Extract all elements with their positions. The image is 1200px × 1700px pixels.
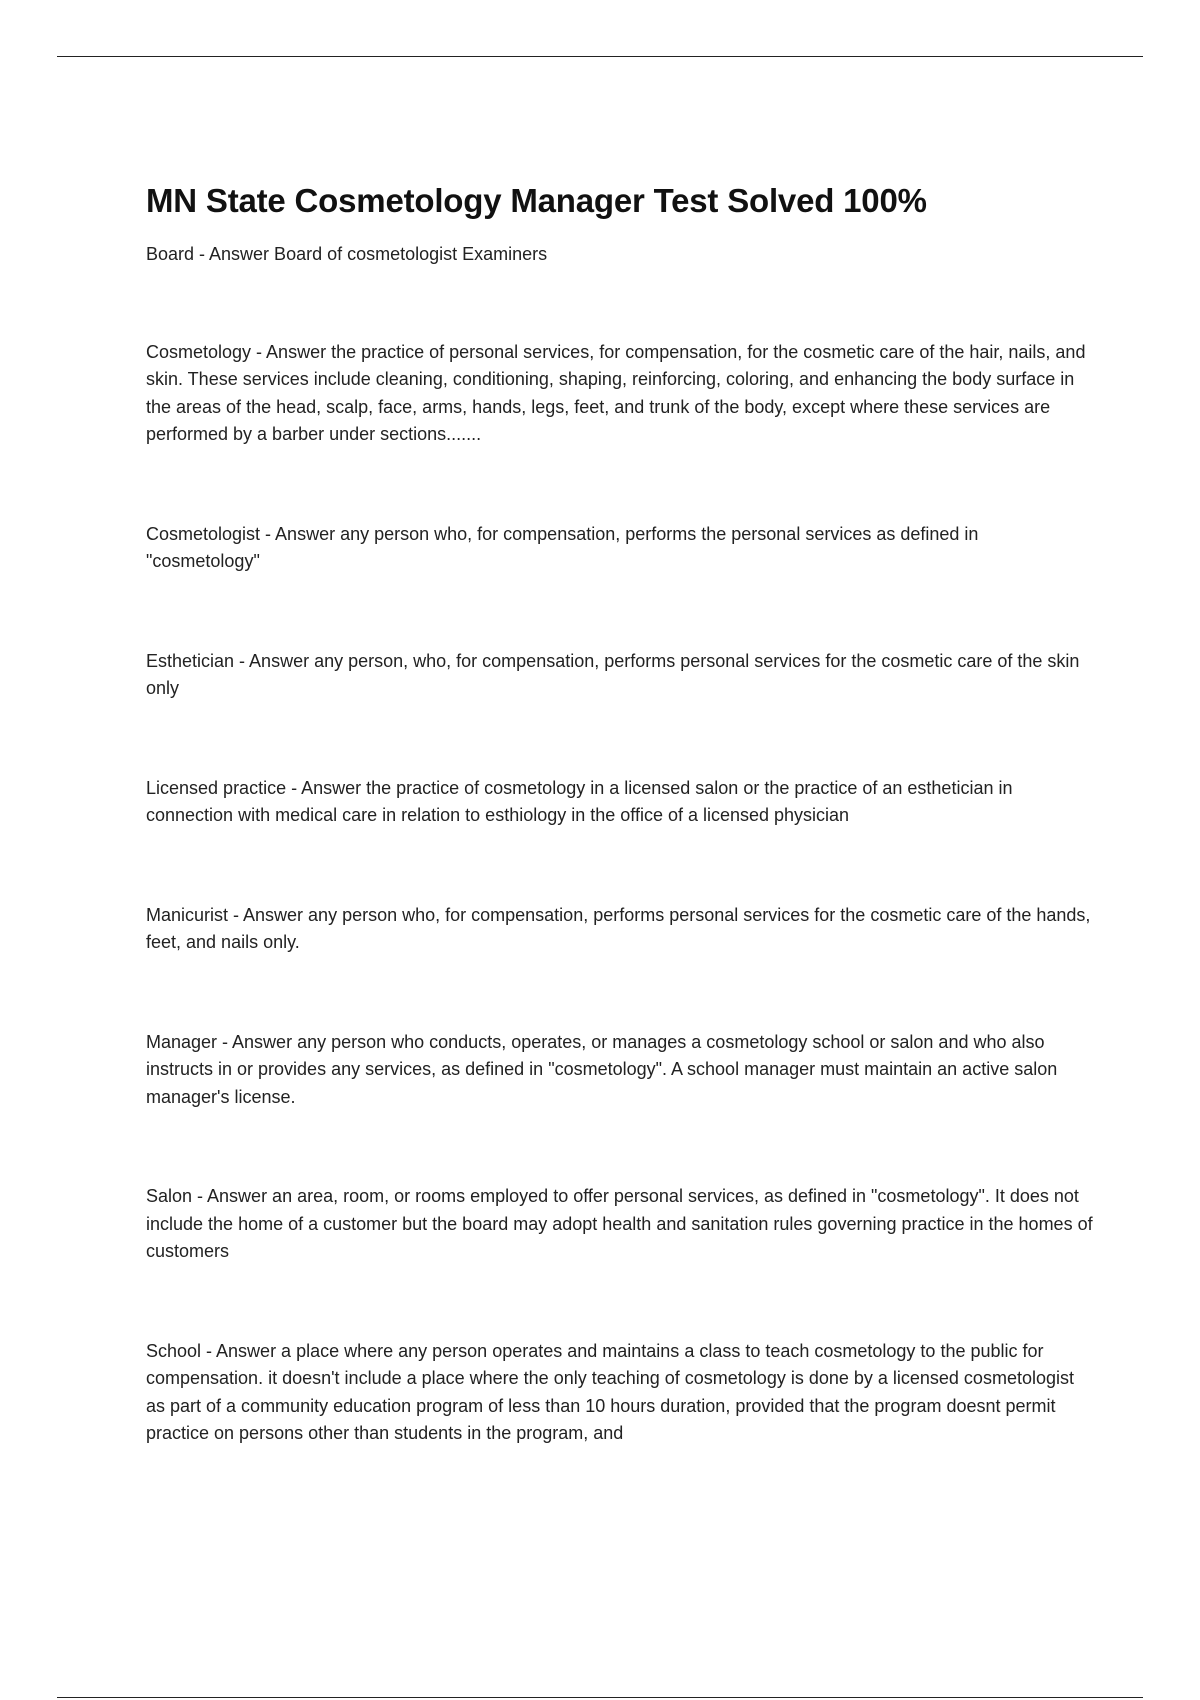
- entry-esthetician: Esthetician - Answer any person, who, for compensation, performs personal services for the cosmetic care of the skin only: [146, 650, 1080, 698]
- entry-manager: Manager - Answer any person who conducts, operates, or manages a cosmetology school or salon and who also instructs in or provides any services, as defined in "cosmetology". A school manager must maintain an active salon manager's license.: [146, 1031, 1058, 1107]
- top-divider: [57, 56, 1143, 57]
- document-body: [146, 178, 1096, 1448]
- bottom-divider: [57, 1697, 1143, 1698]
- entry-salon: Salon - Answer an area, room, or rooms employed to offer personal services, as defined in "cosmetology". It does not include the home of a customer but the board may adopt health and sanitation rules governing practice in the homes of customers: [146, 1186, 1093, 1261]
- entry-school: School - Answer a place where any person operates and maintains a class to teach cosmetology to the public for compensation. it doesn't include a place where the only teaching of cosmetology is done by a licensed cosmetologist as part of a community education program of less than 10 hours duration, provided that the program doesnt permit practice on persons other than students in the program, and: [146, 1340, 1074, 1443]
- entry-cosmetologist: Cosmetologist - Answer any person who, for compensation, performs the personal services as defined in "cosmetology": [146, 523, 979, 571]
- page-title: MN State Cosmetology Manager Test Solved 100%: [146, 182, 927, 219]
- entry-manicurist: Manicurist - Answer any person who, for compensation, performs personal services for the cosmetic care of the hands, feet, and nails only.: [146, 904, 1091, 952]
- entry-cosmetology: Cosmetology - Answer the practice of personal services, for compensation, for the cosmetic care of the hair, nails, and skin. These services include cleaning, conditioning, shaping, reinforcing, coloring, and enhancing the body surface in the areas of the head, scalp, face, arms, hands, legs, feet, and trunk of the body, except where these services are performed by a barber under sections.......: [146, 341, 1086, 444]
- entry-board: Board - Answer Board of cosmetologist Examiners: [146, 244, 548, 264]
- entry-licensed-practice: Licensed practice - Answer the practice of cosmetology in a licensed salon or the practice of an esthetician in connection with medical care in relation to esthiology in the office of a licensed physician: [146, 777, 1013, 825]
